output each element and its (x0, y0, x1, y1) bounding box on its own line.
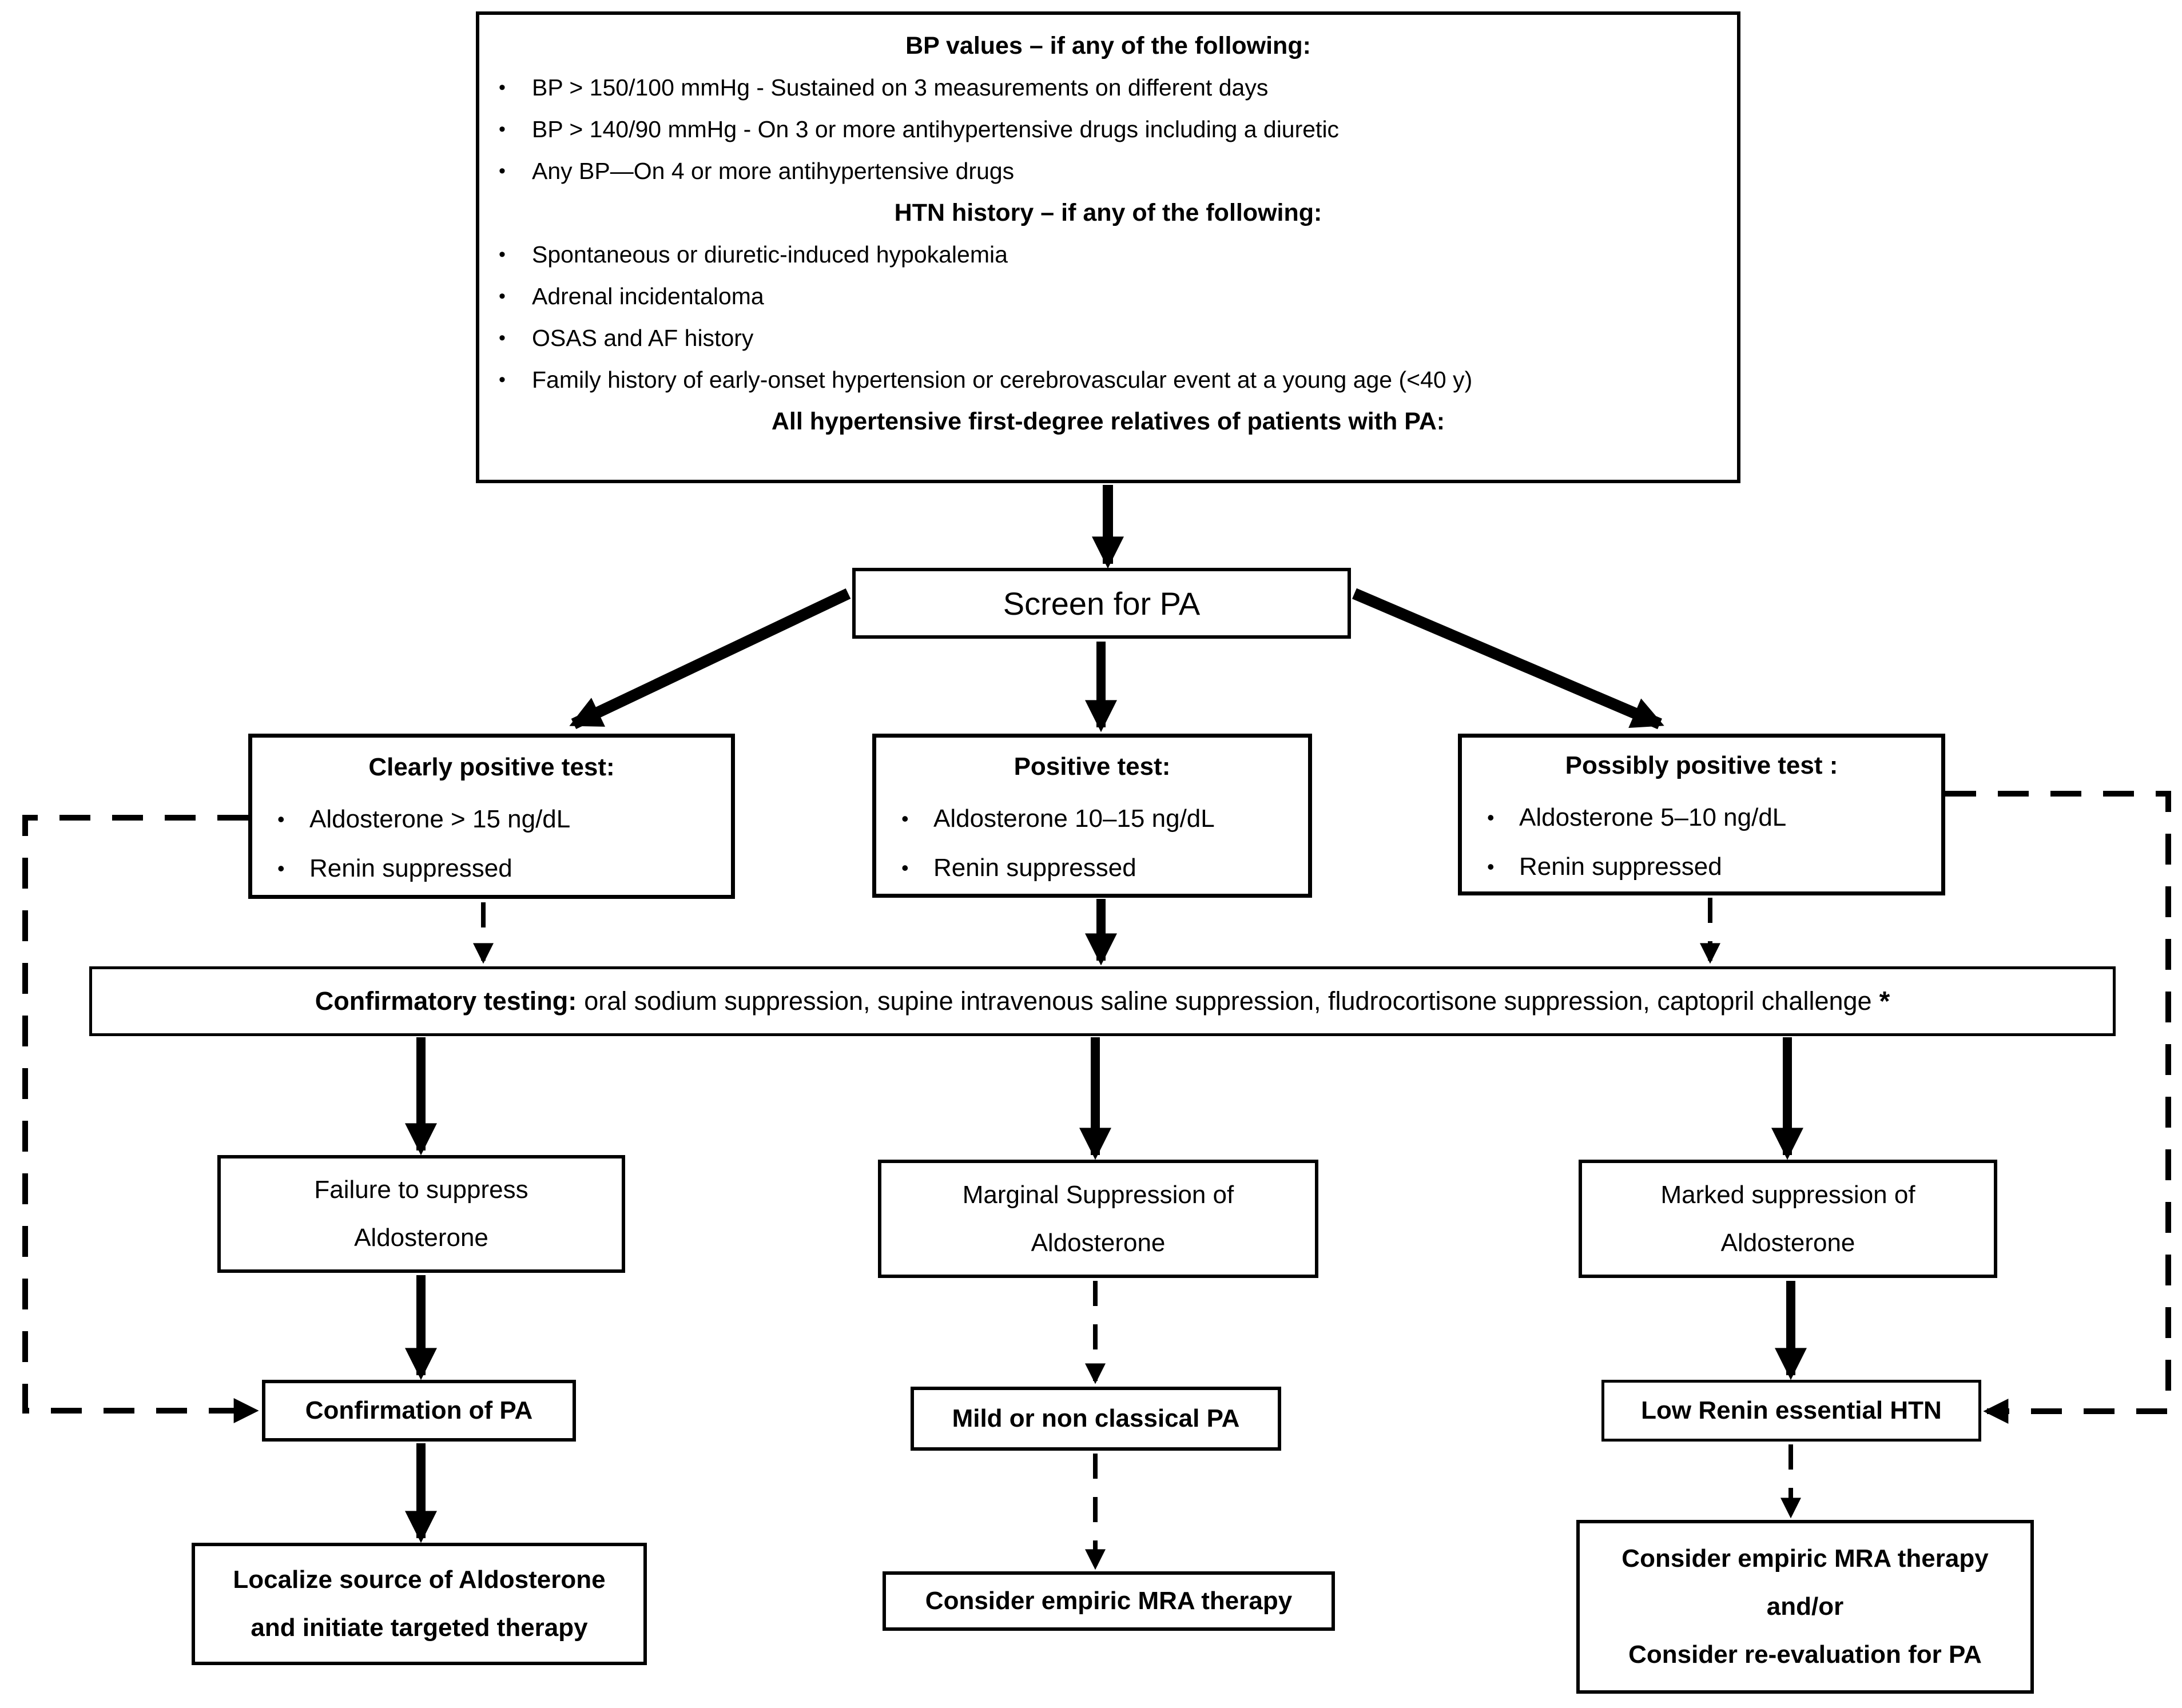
test-bullet-text: Aldosterone 5–10 ng/dL (1519, 803, 1787, 831)
diagnosis-label: Confirmation of PA (305, 1396, 533, 1424)
diagnosis-label: Low Renin essential HTN (1641, 1396, 1942, 1424)
outcome-line: Marginal Suppression of (962, 1180, 1234, 1209)
bullet-icon: • (1487, 854, 1495, 878)
criteria-title: BP values – if any of the following: (905, 32, 1311, 59)
bullet-icon: • (499, 244, 506, 265)
action-line: Localize source of Aldosterone (233, 1566, 606, 1594)
criteria-bullet-text: Family history of early-onset hypertension or cerebrovascular event at a young age (<40 y) (532, 367, 1473, 393)
screen-for-pa-label: Screen for PA (1003, 585, 1201, 622)
criteria-htn-title: HTN history – if any of the following: (894, 199, 1322, 226)
bullet-icon: • (499, 285, 506, 307)
criteria-bullet-text: BP > 150/100 mmHg - Sustained on 3 measurements on different days (532, 74, 1269, 101)
bullet-icon: • (499, 160, 506, 182)
test-box-title: Positive test: (1014, 752, 1171, 781)
outcome-line: Marked suppression of (1660, 1180, 1915, 1209)
criteria-bullet-text: Spontaneous or diuretic-induced hypokalemia (532, 241, 1008, 268)
bullet-icon: • (277, 807, 285, 831)
bullet-icon: • (901, 855, 909, 879)
bullet-icon: • (499, 118, 506, 140)
action-line: and/or (1766, 1592, 1844, 1621)
criteria-bullet-text: BP > 140/90 mmHg - On 3 or more antihypertensive drugs including a diuretic (532, 116, 1340, 142)
confirmatory-methods: oral sodium suppression, supine intravenous saline suppression, fludrocortisone suppression, captopril challenge (584, 986, 1872, 1016)
bullet-icon: • (499, 77, 506, 98)
bullet-icon: • (499, 327, 506, 349)
criteria-footer: All hypertensive first-degree relatives of patients with PA: (771, 408, 1445, 435)
test-bullet-text: Renin suppressed (309, 854, 512, 882)
criteria-bullet-text: Any BP—On 4 or more antihypertensive drugs (532, 158, 1015, 184)
test-box-title: Clearly positive test: (368, 753, 615, 781)
outcome-line: Aldosterone (354, 1224, 488, 1252)
action-line: and initiate targeted therapy (251, 1614, 588, 1642)
test-bullet-text: Renin suppressed (1519, 852, 1722, 881)
dashed-feedback-possibly-to-lowrenin (1945, 794, 2168, 1411)
test-bullet-text: Aldosterone 10–15 ng/dL (933, 804, 1215, 833)
test-bullet-text: Renin suppressed (933, 853, 1136, 882)
dashed-feedback-clearly-to-confirmation (25, 818, 255, 1411)
criteria-bullet-text: OSAS and AF history (532, 325, 754, 351)
test-box-title: Possibly positive test : (1565, 751, 1838, 779)
confirmatory-lead: Confirmatory testing: (315, 986, 577, 1016)
action-line: Consider empiric MRA therapy (925, 1587, 1293, 1615)
bullet-icon: • (277, 856, 285, 880)
bullet-icon: • (1487, 805, 1495, 829)
outcome-line: Aldosterone (1720, 1228, 1855, 1257)
test-bullet-text: Aldosterone > 15 ng/dL (309, 805, 571, 833)
diagnosis-label: Mild or non classical PA (952, 1404, 1240, 1432)
arrow-screen-to-possibly (1354, 594, 1660, 724)
confirmatory-asterisk: * (1879, 986, 1890, 1017)
bullet-icon: • (901, 806, 909, 830)
action-line: Consider empiric MRA therapy (1621, 1544, 1989, 1572)
bullet-icon: • (499, 369, 506, 391)
outcome-line: Aldosterone (1031, 1228, 1166, 1257)
outcome-line: Failure to suppress (314, 1176, 528, 1204)
criteria-bullet-text: Adrenal incidentaloma (532, 283, 764, 309)
arrow-screen-to-clearly (574, 594, 848, 724)
action-line: Consider re-evaluation for PA (1628, 1641, 1982, 1669)
